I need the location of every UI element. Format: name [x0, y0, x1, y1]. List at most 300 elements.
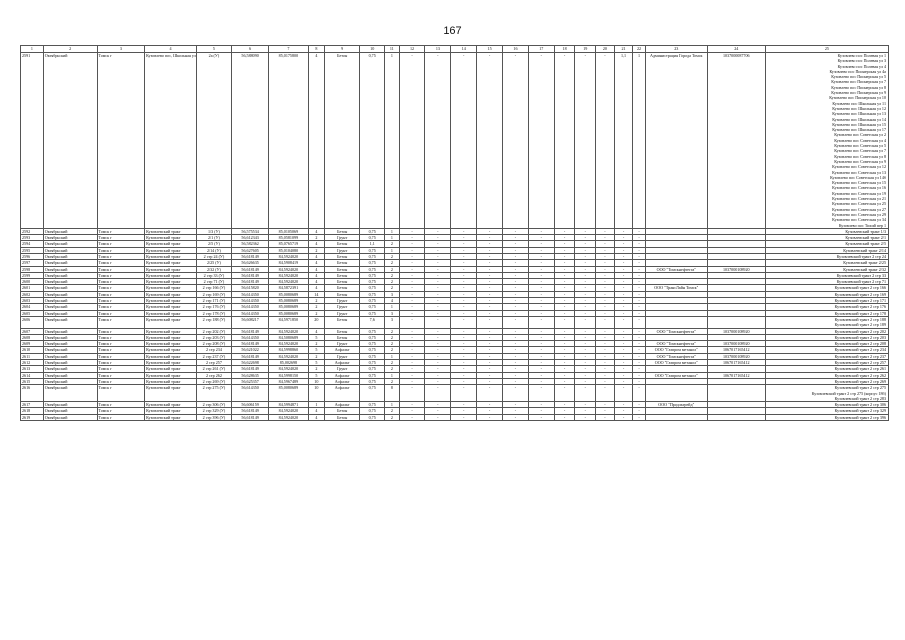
table-cell: -: [575, 53, 596, 229]
table-cell: -: [596, 298, 615, 304]
address-line: Кузовлево пос Советская ул 12: [832, 164, 886, 170]
table-cell: -: [528, 372, 554, 378]
table-cell: -: [425, 414, 451, 420]
table-cell: -: [614, 241, 633, 247]
table-cell: -: [596, 235, 615, 241]
table-cell: 4: [308, 272, 325, 278]
table-cell: -: [528, 341, 554, 347]
table-cell: 56,575534: [232, 228, 269, 234]
table-cell: Бетон: [325, 414, 360, 420]
table-cell: 2 стр 33 (У): [196, 272, 231, 278]
table-cell: -: [614, 334, 633, 340]
table-cell: -: [575, 266, 596, 272]
table-cell: -: [575, 272, 596, 278]
table-cell: -: [425, 378, 451, 384]
table-cell: 2603: [21, 298, 44, 304]
table-cell: -: [614, 304, 633, 310]
table-cell: Бетон: [325, 228, 360, 234]
table-cell: ООО "Газпром метанол": [645, 347, 707, 353]
table-cell: -: [477, 272, 503, 278]
table-cell: -: [425, 366, 451, 372]
table-cell: 2594: [21, 241, 44, 247]
address-line: Кузовлево пос Советская ул 34: [832, 217, 886, 223]
table-cell: -: [399, 372, 425, 378]
table-cell: 0,75: [360, 310, 385, 316]
table-cell: -: [575, 304, 596, 310]
table-cell: 2: [385, 360, 399, 366]
table-cell: -: [503, 247, 529, 253]
table-cell: 56,615820: [232, 285, 269, 291]
table-cell: 10: [308, 378, 325, 384]
table-cell: -: [425, 353, 451, 359]
table-cell: 56,618149: [232, 266, 269, 272]
table-cell: 84,5924020: [269, 279, 308, 285]
table-cell: 5: [308, 372, 325, 378]
table-cell: 84,5998860: [269, 347, 308, 353]
table-cell: -: [451, 304, 477, 310]
address-line: Кузовлево пос Школьная ул 15: [832, 121, 886, 127]
table-cell: -: [633, 260, 645, 266]
table-cell: -: [425, 408, 451, 414]
address-line: Кузовлево пос Советская ул 13: [832, 169, 886, 175]
table-cell: -: [633, 372, 645, 378]
table-cell: -: [477, 285, 503, 291]
table-cell: -: [596, 266, 615, 272]
table-cell: -: [614, 378, 633, 384]
table-cell: -: [451, 253, 477, 259]
table-cell: 2: [308, 353, 325, 359]
column-header: 17: [528, 46, 554, 53]
table-cell: 84,5971850: [269, 316, 308, 328]
table-cell: 2 стр 234: [196, 347, 231, 353]
table-cell: -: [503, 241, 529, 247]
table-cell: -: [528, 291, 554, 297]
table-cell: Бетон: [325, 53, 360, 229]
table-cell: Октябрьский: [43, 372, 97, 378]
table-cell: -: [425, 285, 451, 291]
table-cell: -: [596, 353, 615, 359]
table-cell: 1067017165412: [707, 372, 765, 378]
table-cell: -: [425, 334, 451, 340]
table-cell: -: [633, 366, 645, 372]
table-cell: -: [596, 291, 615, 297]
table-cell: -: [575, 310, 596, 316]
table-cell: 1: [385, 228, 399, 234]
table-cell: Грунт: [325, 341, 360, 347]
table-cell: 2/32 (У): [196, 266, 231, 272]
table-cell: Кузовлевский тракт: [145, 353, 197, 359]
table-cell: Октябрьский: [43, 347, 97, 353]
table-cell: 2604: [21, 304, 44, 310]
table-cell: Кузовлевский тракт: [145, 291, 197, 297]
table-cell: -: [503, 408, 529, 414]
table-cell: -: [575, 241, 596, 247]
address-line: Кузовлевский тракт 2 стр 24: [836, 253, 886, 259]
table-cell: 4: [308, 408, 325, 414]
table-cell: Кузовлевский тракт: [145, 372, 197, 378]
address-line: Кузовлево пос Советская ул 15: [832, 180, 886, 186]
table-cell: 2: [385, 341, 399, 347]
table-cell: ООО "ТрансЛайн Томск": [645, 285, 707, 291]
address-line: Кузовлевский тракт 2 стр 208: [834, 341, 886, 347]
table-cell: Кузовлевский тракт: [145, 360, 197, 366]
table-cell: 0,75: [360, 285, 385, 291]
table-cell: Грунт: [325, 304, 360, 310]
table-cell: 1: [308, 402, 325, 408]
table-cell: -: [425, 360, 451, 366]
table-cell: -: [633, 316, 645, 328]
table-cell: 0,75: [360, 360, 385, 366]
address-line: Кузовлево пос Полевая ул 3: [837, 58, 886, 64]
address-line: Кузовлево пос Пионерская ул 8: [831, 84, 886, 90]
table-cell: -: [528, 385, 554, 402]
table-cell: 84,5998150: [269, 372, 308, 378]
table-cell: -: [633, 378, 645, 384]
table-cell: 84,5924020: [269, 272, 308, 278]
address-line: Кузовлево пос Пионерская ул 9: [831, 90, 886, 96]
table-cell: -: [633, 291, 645, 297]
table-cell: 85,0104080: [269, 247, 308, 253]
table-cell: -: [614, 253, 633, 259]
table-cell: Бетон: [325, 272, 360, 278]
table-cell: -: [503, 414, 529, 420]
table-cell: Томск г: [97, 408, 145, 414]
table-cell: 84,5924020: [269, 408, 308, 414]
table-cell: 56,618149: [232, 366, 269, 372]
table-cell: 1,1: [614, 53, 633, 229]
table-cell: 2 стр 208 (У): [196, 341, 231, 347]
table-cell: -: [554, 285, 575, 291]
address-line: Кузовлевский тракт 2/5: [845, 241, 886, 247]
table-cell: Октябрьский: [43, 279, 97, 285]
table-cell: -: [633, 235, 645, 241]
table-cell: -: [451, 328, 477, 334]
table-cell: Асфальт: [325, 385, 360, 402]
table-cell: 0,75: [360, 334, 385, 340]
table-cell: 2607: [21, 328, 44, 334]
table-cell: 2597: [21, 260, 44, 266]
table-cell: 4: [308, 253, 325, 259]
table-cell: -: [575, 378, 596, 384]
table-cell: -: [451, 341, 477, 347]
table-cell: -: [633, 353, 645, 359]
table-cell: -: [425, 341, 451, 347]
table-cell: ООО "Томскнефтегаз": [645, 341, 707, 347]
table-cell: -: [596, 341, 615, 347]
table-cell: 85,0080689: [269, 385, 308, 402]
table-cell: 4: [308, 279, 325, 285]
address-line: Кузовлево пос Советская ул 21: [832, 196, 886, 202]
table-cell: 56,582362: [232, 241, 269, 247]
address-line: Кузовлевский тракт 2 стр 203: [834, 334, 886, 340]
table-cell: [645, 385, 707, 402]
table-cell: 1,1: [360, 241, 385, 247]
table-cell: -: [614, 328, 633, 334]
table-cell: -: [503, 285, 529, 291]
table-cell: -: [528, 310, 554, 316]
table-cell: -: [596, 385, 615, 402]
column-header: 22: [633, 46, 645, 53]
table-cell: Бетон: [325, 334, 360, 340]
table-cell: -: [451, 408, 477, 414]
table-cell: -: [503, 304, 529, 310]
address-line: Кузовлево пос Школьная ул 11: [832, 100, 886, 106]
table-cell: -: [614, 414, 633, 420]
table-cell: 4: [308, 53, 325, 229]
table-cell: -: [399, 366, 425, 372]
table-cell: 84,5924020: [269, 266, 308, 272]
table-cell: -: [399, 304, 425, 310]
table-cell: 2: [385, 279, 399, 285]
registry-table: [20, 45, 889, 421]
table-cell: -: [554, 260, 575, 266]
table-cell: 0,75: [360, 291, 385, 297]
address-line: Кузовлево пос Школьная ул 17: [832, 127, 886, 133]
table-cell: Томск г: [97, 334, 145, 340]
column-header: 13: [425, 46, 451, 53]
table-cell: -: [477, 291, 503, 297]
table-cell: Томск г: [97, 360, 145, 366]
table-cell: Бетон: [325, 291, 360, 297]
table-cell: -: [528, 378, 554, 384]
table-cell: 20: [308, 316, 325, 328]
table-cell: -: [554, 253, 575, 259]
table-cell: -: [554, 291, 575, 297]
table-cell: -: [575, 414, 596, 420]
table-cell: -: [528, 408, 554, 414]
table-cell: -: [503, 279, 529, 285]
table-cell: -: [451, 279, 477, 285]
table-cell: [645, 414, 707, 420]
table-cell: Октябрьский: [43, 253, 97, 259]
table-cell: 0,75: [360, 414, 385, 420]
table-cell: -: [503, 334, 529, 340]
table-cell: -: [399, 272, 425, 278]
table-cell: 56,618149: [232, 272, 269, 278]
table-cell: 2615: [21, 378, 44, 384]
table-cell: Грунт: [325, 366, 360, 372]
table-cell: Бетон: [325, 408, 360, 414]
table-cell: Октябрьский: [43, 266, 97, 272]
table-cell: 0,75: [360, 228, 385, 234]
table-cell: -: [528, 53, 554, 229]
table-cell: 1/3 (У): [196, 228, 231, 234]
table-cell: -: [425, 316, 451, 328]
address-line: Кузовлевский тракт 2 стр 166: [834, 285, 886, 291]
table-cell: -: [451, 372, 477, 378]
address-line: Кузовлевский тракт 2 стр 257: [834, 360, 886, 366]
address-line: Кузовлево пос Полевая ул 1: [837, 53, 886, 58]
table-cell: -: [575, 385, 596, 402]
column-header: 1: [21, 46, 44, 53]
address-line: Кузовлевский тракт 2/25: [843, 260, 886, 266]
table-cell: 1037000108920: [707, 341, 765, 347]
table-cell: -: [477, 279, 503, 285]
table-cell: 1037000108920: [707, 328, 765, 334]
table-cell: 2 стр 257: [196, 360, 231, 366]
table-cell: 4: [308, 266, 325, 272]
table-cell: -: [399, 228, 425, 234]
table-cell: 2605: [21, 310, 44, 316]
table-cell: ООО "Томскнефтегаз": [645, 266, 707, 272]
address-cell: [765, 414, 888, 420]
table-cell: 2616: [21, 385, 44, 402]
table-cell: -: [554, 310, 575, 316]
column-header: 10: [360, 46, 385, 53]
table-cell: -: [399, 353, 425, 359]
table-cell: -: [503, 235, 529, 241]
table-cell: -: [503, 402, 529, 408]
table-cell: Октябрьский: [43, 316, 97, 328]
table-cell: 1: [385, 53, 399, 229]
address-line: Кузовлевский тракт 2 стр 269: [834, 378, 886, 384]
table-cell: -: [596, 228, 615, 234]
table-cell: 56,614350: [232, 304, 269, 310]
table-cell: -: [633, 341, 645, 347]
table-cell: -: [575, 247, 596, 253]
address-line: Кузовлевский тракт 2 стр 275 (корпус 18б): [811, 390, 886, 396]
table-cell: -: [477, 53, 503, 229]
table-cell: 5: [308, 360, 325, 366]
table-cell: -: [614, 341, 633, 347]
table-cell: 2614: [21, 372, 44, 378]
table-cell: 85,002698: [269, 360, 308, 366]
table-cell: -: [477, 385, 503, 402]
table-cell: -: [503, 353, 529, 359]
address-line: Кузовлево пос Советская ул 25: [832, 201, 886, 207]
table-cell: -: [596, 279, 615, 285]
table-cell: -: [575, 291, 596, 297]
table-cell: -: [477, 353, 503, 359]
table-cell: 0,75: [360, 53, 385, 229]
table-cell: 2: [385, 285, 399, 291]
table-cell: -: [528, 347, 554, 353]
address-line: Кузовлевский тракт 2 стр 306: [834, 402, 886, 408]
table-cell: Октябрьский: [43, 228, 97, 234]
table-cell: 85,0581099: [269, 235, 308, 241]
table-cell: 85,0765719: [269, 241, 308, 247]
table-cell: -: [554, 360, 575, 366]
table-cell: Томск г: [97, 285, 145, 291]
column-header: 4: [145, 46, 197, 53]
table-cell: -: [503, 328, 529, 334]
table-cell: -: [633, 272, 645, 278]
table-cell: Кузовлевский тракт: [145, 316, 197, 328]
table-cell: -: [575, 228, 596, 234]
table-cell: Томск г: [97, 366, 145, 372]
table-cell: -: [575, 408, 596, 414]
table-cell: Кузовлевский тракт: [145, 366, 197, 372]
table-cell: -: [633, 402, 645, 408]
table-cell: Октябрьский: [43, 360, 97, 366]
table-cell: -: [554, 241, 575, 247]
table-cell: -: [614, 235, 633, 241]
table-cell: -: [528, 260, 554, 266]
table-cell: Асфальт: [325, 347, 360, 353]
table-cell: 0,75: [360, 408, 385, 414]
table-cell: Кузовлевский тракт: [145, 279, 197, 285]
table-cell: -: [596, 316, 615, 328]
table-cell: 85,0080689: [269, 310, 308, 316]
table-cell: -: [503, 53, 529, 229]
table-cell: -: [596, 414, 615, 420]
address-line: Кузовлево пос Советская ул 9: [834, 158, 886, 164]
table-cell: 0,75: [360, 341, 385, 347]
address-line: Кузовлево пос Тихий пер 1: [838, 222, 886, 228]
table-cell: 84,5924020: [269, 328, 308, 334]
table-cell: 2 стр 329 (У): [196, 408, 231, 414]
table-cell: 0,75: [360, 298, 385, 304]
table-cell: -: [503, 378, 529, 384]
table-cell: -: [399, 408, 425, 414]
table-cell: -: [614, 366, 633, 372]
table-cell: -: [451, 366, 477, 372]
table-cell: 2: [385, 334, 399, 340]
table-cell: Кузовлевский тракт: [145, 285, 197, 291]
table-cell: Томск г: [97, 341, 145, 347]
address-line: Кузовлево пос Пионерская ул 7: [831, 79, 886, 85]
table-cell: -: [554, 304, 575, 310]
table-cell: 56,614350: [232, 334, 269, 340]
table-cell: Октябрьский: [43, 298, 97, 304]
table-cell: -: [477, 372, 503, 378]
table-cell: -: [503, 253, 529, 259]
table-cell: -: [399, 360, 425, 366]
table-cell: Грунт: [325, 310, 360, 316]
address-line: Кузовлево пос Полевая ул 4: [837, 63, 886, 69]
table-cell: Бетон: [325, 266, 360, 272]
table-cell: -: [614, 347, 633, 353]
table-cell: -: [633, 285, 645, 291]
table-cell: 1: [633, 53, 645, 229]
address-line: Кузовлево пос Советская ул 14б: [830, 174, 886, 180]
table-cell: Томск г: [97, 279, 145, 285]
table-cell: -: [477, 241, 503, 247]
table-cell: 85,0080689: [269, 291, 308, 297]
table-cell: -: [554, 298, 575, 304]
table-cell: Грунт: [325, 247, 360, 253]
table-cell: 4: [308, 228, 325, 234]
table-cell: -: [596, 360, 615, 366]
table-cell: -: [399, 347, 425, 353]
table-cell: -: [477, 402, 503, 408]
table-cell: -: [477, 341, 503, 347]
table-cell: -: [633, 408, 645, 414]
table-cell: Кузовлевский тракт: [145, 235, 197, 241]
table-cell: 1037000087706: [707, 53, 765, 229]
table-cell: 0,75: [360, 402, 385, 408]
table-cell: -: [575, 334, 596, 340]
table-cell: Асфальт: [325, 360, 360, 366]
table-cell: 3: [385, 310, 399, 316]
table-cell: Октябрьский: [43, 272, 97, 278]
table-cell: -: [477, 310, 503, 316]
table-cell: 2 стр 169 (У): [196, 291, 231, 297]
table-cell: 56,618149: [232, 341, 269, 347]
table-cell: -: [503, 366, 529, 372]
table-cell: 2/5 (У): [196, 241, 231, 247]
address-line: Кузовлевский тракт 2 стр 234: [834, 347, 886, 353]
table-cell: -: [425, 402, 451, 408]
table-cell: Кузовлевский тракт: [145, 298, 197, 304]
table-cell: -: [614, 316, 633, 328]
table-cell: -: [399, 241, 425, 247]
table-cell: Бетон: [325, 279, 360, 285]
table-cell: 2: [308, 341, 325, 347]
address-line: Кузовлево пос Школьная ул 14: [832, 116, 886, 122]
table-cell: -: [503, 310, 529, 316]
table-cell: -: [596, 310, 615, 316]
